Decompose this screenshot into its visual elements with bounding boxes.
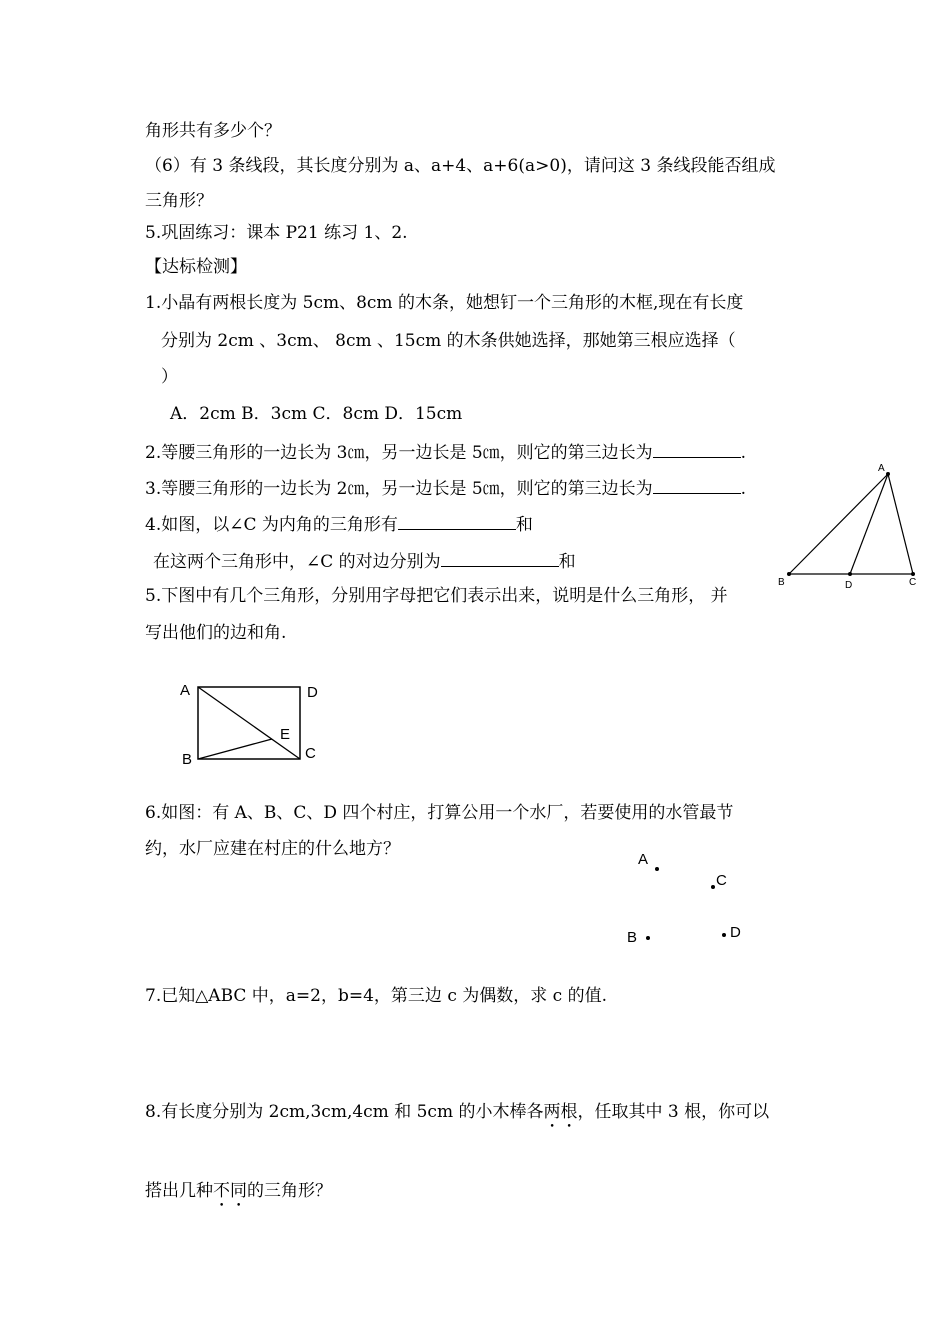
answer-blank[interactable] xyxy=(398,512,516,530)
point-d xyxy=(848,572,852,576)
village-c xyxy=(711,885,715,889)
village-b xyxy=(646,936,650,940)
question-8-pre-2: 搭出几种 xyxy=(145,1181,213,1201)
question-7: 7.已知△ABC 中，a=2，b=4，第三边 c 为偶数，求 c 的值. xyxy=(145,986,607,1006)
question-8-line-2 xyxy=(145,1180,332,1211)
question-8-line-1 xyxy=(145,1101,769,1132)
label-e: E xyxy=(280,726,291,743)
question-6-text: （6）有 3 条线段，其长度分别为 a、a+4、a+6(a>0)，请问这 3 条线段能否组成 xyxy=(145,156,776,176)
question-2-end: . xyxy=(740,443,747,463)
edge-ab xyxy=(789,474,888,574)
edge-ac xyxy=(888,474,913,574)
question-1-line-1: 1.小晶有两根长度为 5cm、8cm 的木条，她想钉一个三角形的木框,现在有长度 xyxy=(145,293,744,313)
villages-figure xyxy=(620,845,760,955)
label-d: D xyxy=(845,580,853,591)
label-d: D xyxy=(307,684,318,701)
question-3 xyxy=(145,476,746,500)
answer-blank[interactable] xyxy=(653,476,741,494)
segment-be xyxy=(198,739,272,759)
label-b: B xyxy=(778,577,785,588)
label-c: C xyxy=(909,577,917,588)
label-c: C xyxy=(716,872,727,889)
text-line: 角形共有多少个？ xyxy=(145,121,281,141)
emphasis-text: 不同 xyxy=(213,1181,247,1201)
question-2 xyxy=(145,440,746,464)
question-8-post-2: 的三角形？ xyxy=(247,1181,332,1201)
village-a xyxy=(655,867,659,871)
question-5-line-2: 写出他们的边和角. xyxy=(145,623,287,643)
label-b: B xyxy=(627,929,638,946)
label-b: B xyxy=(182,751,193,768)
text-line: 三角形？ xyxy=(145,191,213,211)
question-1-line-3: ） xyxy=(161,367,178,387)
label-d: D xyxy=(730,924,741,941)
question-6-line-2: 约，水厂应建在村庄的什么地方？ xyxy=(145,839,400,859)
diagonal-ac xyxy=(198,687,300,759)
question-4-line-2 xyxy=(153,549,576,573)
question-3-end: . xyxy=(740,479,747,499)
question-2-text: 2.等腰三角形的一边长为 3㎝，另一边长是 5㎝，则它的第三边长为 xyxy=(145,443,653,463)
question-4-text: 4.如图，以∠C 为内角的三角形有 xyxy=(145,515,398,535)
emphasis-text: 两根 xyxy=(543,1102,578,1122)
question-4-line-1 xyxy=(145,512,533,536)
question-8-post: ，任取其中 3 根，你可以 xyxy=(577,1102,770,1122)
question-5-line-1: 5.下图中有几个三角形，分别用字母把它们表示出来，说明是什么三角形， 并 xyxy=(145,586,728,606)
question-8-pre: 8.有长度分别为 2cm,3cm,4cm 和 5cm 的小木棒各 xyxy=(145,1102,544,1122)
practice-line: 5.巩固练习：课本 P21 练习 1、2. xyxy=(145,223,408,243)
question-6-line-1: 6.如图：有 A、B、C、D 四个村庄，打算公用一个水厂，若要使用的水管最节 xyxy=(145,803,734,823)
point-b xyxy=(787,572,791,576)
point-c xyxy=(911,572,915,576)
rectangle-figure xyxy=(170,672,330,772)
village-d xyxy=(722,933,726,937)
label-a: A xyxy=(638,851,649,868)
answer-blank[interactable] xyxy=(653,440,741,458)
section-heading: 【达标检测】 xyxy=(145,257,247,277)
question-1-line-2: 分别为 2cm 、3cm、 8cm 、15cm 的木条供她选择，那她第三根应选择（ xyxy=(161,331,736,351)
label-a: A xyxy=(878,463,885,474)
answer-blank[interactable] xyxy=(441,549,559,567)
question-3-text: 3.等腰三角形的一边长为 2㎝，另一边长是 5㎝，则它的第三边长为 xyxy=(145,479,653,499)
question-4-and: 和 xyxy=(515,515,533,535)
edge-ad xyxy=(850,474,888,574)
point-a xyxy=(886,472,890,476)
question-1-options: A．2cm B．3cm C．8cm D．15cm xyxy=(170,404,463,424)
question-4-text-2: 在这两个三角形中，∠C 的对边分别为 xyxy=(153,552,441,572)
label-c: C xyxy=(305,745,316,762)
question-4-and-2: 和 xyxy=(558,552,576,572)
label-a: A xyxy=(180,682,191,699)
triangle-figure xyxy=(770,455,930,595)
